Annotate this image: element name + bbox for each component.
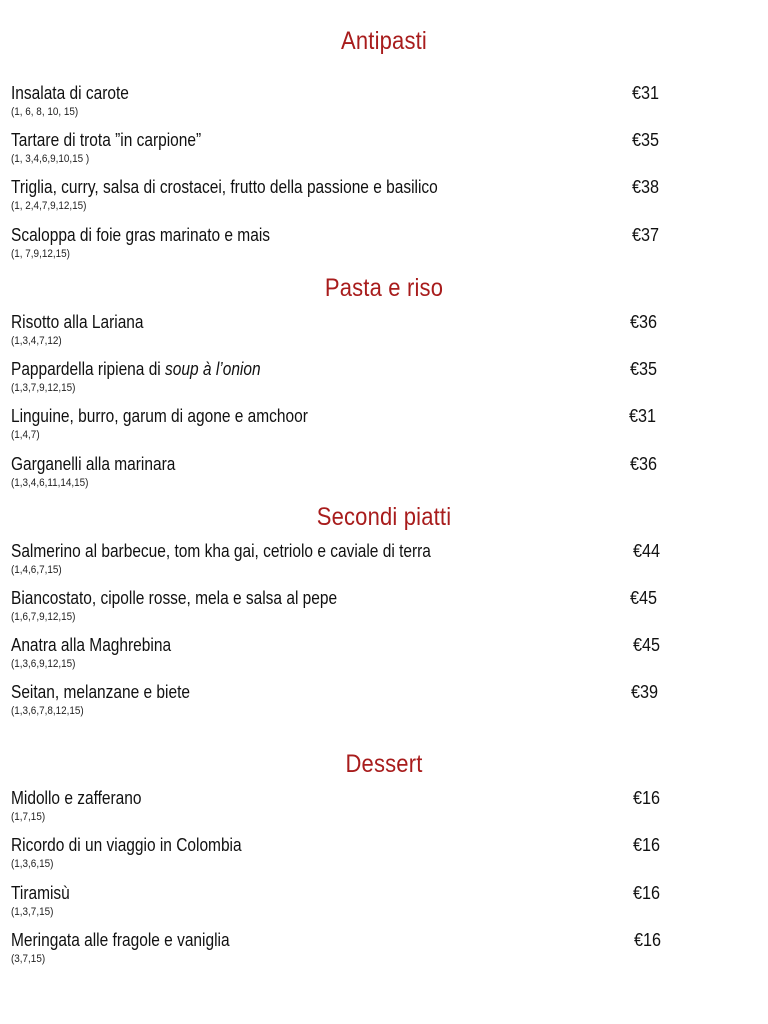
item-allergens: (1,3,6,7,8,12,15) — [11, 705, 84, 717]
menu-item — [0, 587, 768, 633]
item-name-italic: soup à l’onion — [165, 359, 261, 379]
item-name: Risotto alla Lariana — [11, 312, 144, 332]
item-name: Biancostato, cipolle rosse, mela e salsa al pepe — [11, 588, 338, 608]
item-price: €31 — [632, 83, 660, 103]
menu-item — [0, 311, 768, 357]
item-allergens: (1,4,7) — [11, 429, 40, 441]
item-price: €16 — [634, 930, 662, 950]
menu-item — [0, 681, 768, 727]
item-price: €16 — [633, 835, 661, 855]
item-allergens: (1,6,7,9,12,15) — [11, 611, 76, 623]
menu-item — [0, 176, 768, 222]
menu-item — [0, 453, 768, 499]
menu-item — [0, 634, 768, 680]
item-allergens: (1,3,7,15) — [11, 906, 54, 918]
item-name: Tartare di trota ”in carpione” — [11, 130, 202, 150]
item-name — [11, 358, 261, 380]
item-name: Linguine, burro, garum di agone e amchoor — [11, 406, 308, 426]
item-allergens: (1,3,4,6,11,14,15) — [11, 477, 89, 489]
item-allergens: (1,3,7,9,12,15) — [11, 382, 76, 394]
item-name: Midollo e zafferano — [11, 788, 142, 808]
menu-item — [0, 540, 768, 586]
section-title-secondi-piatti: Secondi piatti — [316, 503, 452, 531]
item-price: €44 — [633, 541, 661, 561]
item-allergens: (1, 2,4,7,9,12,15) — [11, 200, 87, 212]
section-title-dessert: Dessert — [345, 750, 423, 778]
menu-item — [0, 405, 768, 451]
item-price: €31 — [629, 406, 657, 426]
item-allergens: (1,7,15) — [11, 811, 46, 823]
item-name: Insalata di carote — [11, 83, 129, 103]
item-allergens: (1, 6, 8, 10, 15) — [11, 106, 79, 118]
item-price: €35 — [632, 130, 660, 150]
item-allergens: (1, 3,4,6,9,10,15 ) — [11, 153, 90, 165]
item-allergens: (1,4,6,7,15) — [11, 564, 62, 576]
item-allergens: (1,3,6,15) — [11, 858, 54, 870]
menu-item — [0, 882, 768, 928]
item-price: €37 — [632, 225, 660, 245]
menu-item — [0, 82, 768, 128]
item-name: Scaloppa di foie gras marinato e mais — [11, 225, 271, 245]
menu-item — [0, 787, 768, 833]
item-name: Salmerino al barbecue, tom kha gai, cetriolo e caviale di terra — [11, 541, 431, 561]
menu-item — [0, 129, 768, 175]
item-price: €39 — [631, 682, 659, 702]
menu-item — [0, 929, 768, 975]
item-name: Meringata alle fragole e vaniglia — [11, 930, 230, 950]
item-price: €38 — [632, 177, 660, 197]
item-allergens: (1,3,4,7,12) — [11, 335, 62, 347]
section-title-pasta-e-riso: Pasta e riso — [324, 274, 444, 302]
item-name: Triglia, curry, salsa di crostacei, frutto della passione e basilico — [11, 177, 438, 197]
item-allergens: (1, 7,9,12,15) — [11, 248, 70, 260]
item-allergens: (3,7,15) — [11, 953, 46, 965]
item-price: €36 — [630, 454, 658, 474]
item-price: €16 — [633, 883, 661, 903]
item-name: Seitan, melanzane e biete — [11, 682, 191, 702]
item-price: €45 — [633, 635, 661, 655]
item-allergens: (1,3,6,9,12,15) — [11, 658, 76, 670]
item-price: €36 — [630, 312, 658, 332]
item-name: Garganelli alla marinara — [11, 454, 176, 474]
item-name-plain: Pappardella ripiena di — [11, 359, 166, 379]
item-name: Ricordo di un viaggio in Colombia — [11, 835, 242, 855]
item-price: €35 — [630, 359, 658, 379]
item-name: Anatra alla Maghrebina — [11, 635, 172, 655]
item-price: €45 — [630, 588, 658, 608]
item-price: €16 — [633, 788, 661, 808]
menu-item — [0, 358, 768, 404]
section-title-antipasti: Antipasti — [341, 27, 427, 55]
menu-item — [0, 224, 768, 270]
menu-item — [0, 834, 768, 880]
item-name: Tiramisù — [11, 883, 70, 903]
